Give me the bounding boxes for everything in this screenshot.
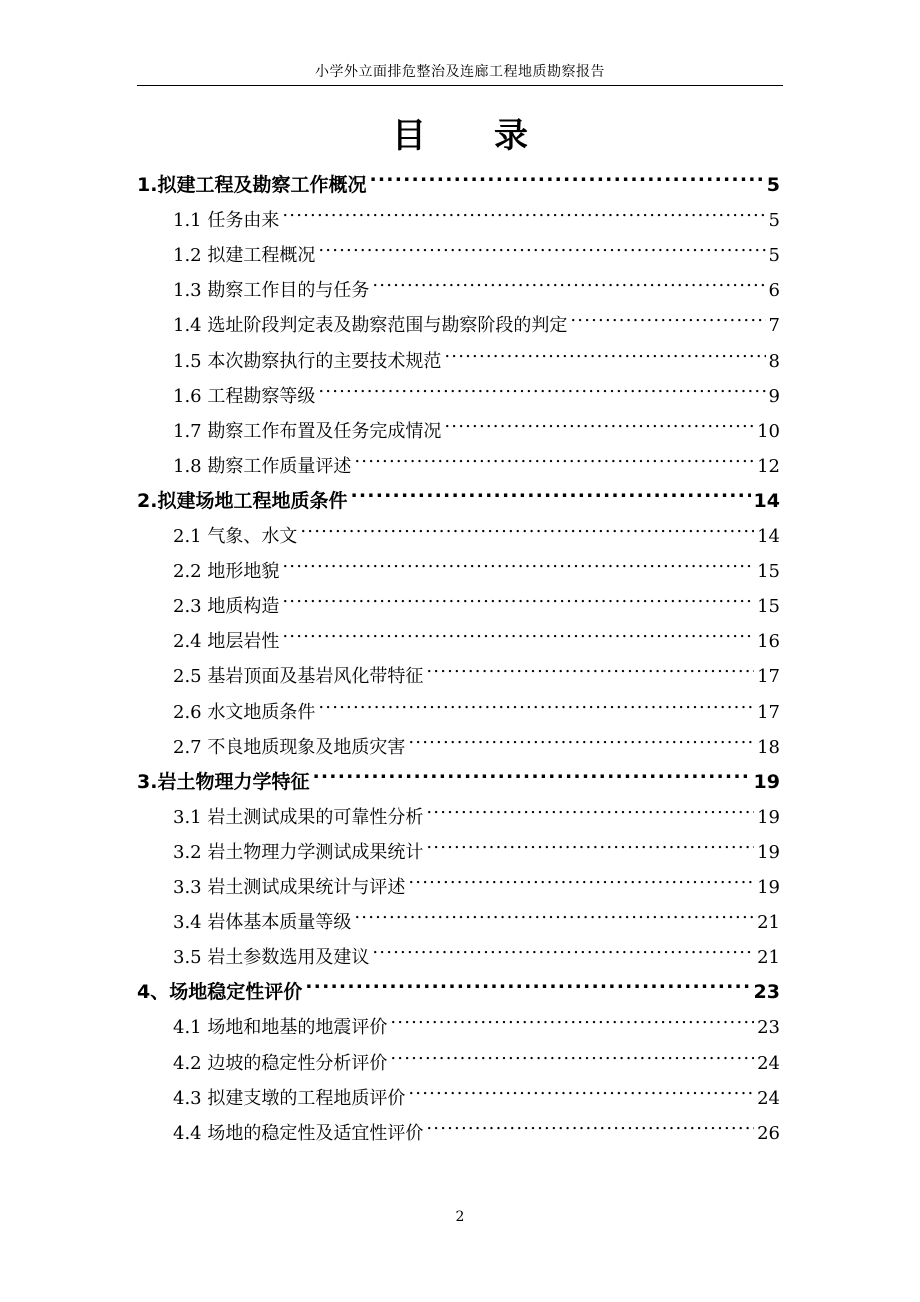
- toc-entry-page: 17: [757, 666, 780, 687]
- toc-chapter-entry[interactable]: [137, 970, 780, 1003]
- toc-entry-label: 1.3 勘察工作目的与任务: [173, 280, 370, 301]
- toc-section-entry[interactable]: [173, 795, 780, 828]
- toc-entry-page: 5: [766, 174, 780, 196]
- toc-dot-leader: [426, 830, 754, 858]
- toc-entry-label: 2.拟建场地工程地质条件: [137, 490, 348, 512]
- toc-entry-page: 12: [757, 456, 780, 477]
- running-header: 小学外立面排危整治及连廊工程地质勘察报告: [315, 64, 605, 80]
- toc-section-entry[interactable]: [173, 900, 780, 933]
- toc-entry-page: 17: [757, 702, 780, 723]
- toc-entry-label: 2.3 地质构造: [173, 596, 280, 617]
- toc-entry-page: 19: [757, 877, 780, 898]
- toc-section-entry[interactable]: [173, 409, 780, 442]
- toc-entry-label: 4、场地稳定性评价: [137, 981, 303, 1003]
- toc-dot-leader: [318, 690, 754, 718]
- toc-chapter-entry[interactable]: [137, 760, 780, 793]
- toc-section-entry[interactable]: [173, 444, 780, 477]
- toc-entry-label: 1.2 拟建工程概况: [173, 245, 316, 266]
- toc-entry-page: 16: [757, 631, 780, 652]
- toc-dot-leader: [282, 198, 765, 226]
- toc-entry-label: 3.1 岩土测试成果的可靠性分析: [173, 807, 424, 828]
- toc-dot-leader: [570, 303, 765, 331]
- toc-dot-leader: [390, 1005, 754, 1033]
- toc-dot-leader: [408, 725, 754, 753]
- toc-dot-leader: [318, 374, 765, 402]
- toc-dot-leader: [426, 654, 754, 682]
- toc-section-entry[interactable]: [173, 1005, 780, 1038]
- toc-entry-label: 1.拟建工程及勘察工作概况: [137, 174, 367, 196]
- toc-entry-label: 1.5 本次勘察执行的主要技术规范: [173, 351, 442, 372]
- toc-entry-page: 19: [757, 807, 780, 828]
- toc-entry-page: 5: [768, 210, 780, 231]
- toc-entry-page: 9: [768, 386, 780, 407]
- toc-entry-label: 4.4 场地的稳定性及适宜性评价: [173, 1123, 424, 1144]
- toc-section-entry[interactable]: [173, 374, 780, 407]
- toc-entry-page: 7: [768, 315, 780, 336]
- toc-entry-page: 6: [768, 280, 780, 301]
- toc-entry-label: 3.2 岩土物理力学测试成果统计: [173, 842, 424, 863]
- toc-dot-leader: [354, 900, 754, 928]
- toc-entry-label: 1.1 任务由来: [173, 210, 280, 231]
- page-number: 2: [455, 1209, 465, 1225]
- toc-dot-leader: [390, 1041, 754, 1069]
- toc-dot-leader: [312, 760, 750, 788]
- toc-entry-label: 3.岩土物理力学特征: [137, 771, 310, 793]
- toc-entry-label: 4.2 边坡的稳定性分析评价: [173, 1053, 388, 1074]
- toc-dot-leader: [282, 619, 754, 647]
- toc-dot-leader: [444, 409, 754, 437]
- toc-entry-page: 19: [757, 842, 780, 863]
- toc-entry-label: 1.6 工程勘察等级: [173, 386, 316, 407]
- toc-entry-page: 14: [757, 526, 780, 547]
- toc-dot-leader: [372, 268, 765, 296]
- toc-entry-page: 8: [768, 351, 780, 372]
- toc-dot-leader: [354, 444, 754, 472]
- toc-section-entry[interactable]: [173, 690, 780, 723]
- toc-entry-label: 1.7 勘察工作布置及任务完成情况: [173, 421, 442, 442]
- toc-section-entry[interactable]: [173, 865, 780, 898]
- toc-entry-page: 15: [757, 596, 780, 617]
- toc-dot-leader: [305, 970, 750, 998]
- toc-entry-label: 3.5 岩土参数选用及建议: [173, 947, 370, 968]
- toc-entry-page: 10: [757, 421, 780, 442]
- toc-entry-label: 2.6 水文地质条件: [173, 702, 316, 723]
- toc-section-entry[interactable]: [173, 303, 780, 336]
- toc-section-entry[interactable]: [173, 339, 780, 372]
- toc-dot-leader: [350, 479, 750, 507]
- toc-dot-leader: [426, 795, 754, 823]
- toc-dot-leader: [372, 935, 754, 963]
- toc-entry-label: 2.7 不良地质现象及地质灾害: [173, 737, 406, 758]
- toc-section-entry[interactable]: [173, 268, 780, 301]
- toc-chapter-entry[interactable]: [137, 479, 780, 512]
- toc-entry-label: 2.5 基岩顶面及基岩风化带特征: [173, 666, 424, 687]
- toc-section-entry[interactable]: [173, 584, 780, 617]
- toc-dot-leader: [426, 1111, 754, 1139]
- toc-entry-label: 4.1 场地和地基的地震评价: [173, 1017, 388, 1038]
- toc-dot-leader: [300, 514, 754, 542]
- toc-dot-leader: [444, 339, 765, 367]
- toc-dot-leader: [408, 1076, 754, 1104]
- toc-entry-page: 21: [757, 912, 780, 933]
- toc-section-entry[interactable]: [173, 725, 780, 758]
- toc-dot-leader: [318, 233, 765, 261]
- toc-entry-label: 3.4 岩体基本质量等级: [173, 912, 352, 933]
- toc-entry-label: 3.3 岩土测试成果统计与评述: [173, 877, 406, 898]
- toc-entry-page: 24: [757, 1053, 780, 1074]
- toc-section-entry[interactable]: [173, 514, 780, 547]
- toc-section-entry[interactable]: [173, 1076, 780, 1109]
- toc-dot-leader: [369, 163, 763, 191]
- toc-entry-page: 15: [757, 561, 780, 582]
- toc-dot-leader: [282, 549, 754, 577]
- toc-section-entry[interactable]: [173, 549, 780, 582]
- toc-entry-page: 18: [757, 737, 780, 758]
- toc-entry-page: 5: [768, 245, 780, 266]
- toc-entry-page: 23: [753, 981, 780, 1003]
- toc-section-entry[interactable]: [173, 619, 780, 652]
- toc-entry-page: 23: [757, 1017, 780, 1038]
- toc-entry-page: 19: [753, 771, 780, 793]
- toc-section-entry[interactable]: [173, 830, 780, 863]
- toc-dot-leader: [282, 584, 754, 612]
- toc-entry-page: 26: [757, 1123, 780, 1144]
- toc-entry-page: 14: [753, 490, 780, 512]
- toc-chapter-entry[interactable]: [137, 163, 780, 196]
- toc-section-entry[interactable]: [173, 1111, 780, 1144]
- toc-entry-label: 2.4 地层岩性: [173, 631, 280, 652]
- toc-section-entry[interactable]: [173, 1041, 780, 1074]
- toc-entry-label: 2.2 地形地貌: [173, 561, 280, 582]
- toc-section-entry[interactable]: [173, 654, 780, 687]
- toc-entry-label: 4.3 拟建支墩的工程地质评价: [173, 1088, 406, 1109]
- toc-entry-label: 2.1 气象、水文: [173, 526, 298, 547]
- toc-section-entry[interactable]: [173, 233, 780, 266]
- toc-dot-leader: [408, 865, 754, 893]
- toc-section-entry[interactable]: [173, 198, 780, 231]
- toc-section-entry[interactable]: [173, 935, 780, 968]
- toc-entry-label: 1.8 勘察工作质量评述: [173, 456, 352, 477]
- toc-entry-page: 21: [757, 947, 780, 968]
- toc-entry-label: 1.4 选址阶段判定表及勘察范围与勘察阶段的判定: [173, 315, 568, 336]
- toc-entry-page: 24: [757, 1088, 780, 1109]
- toc-title: 目 录: [392, 116, 528, 156]
